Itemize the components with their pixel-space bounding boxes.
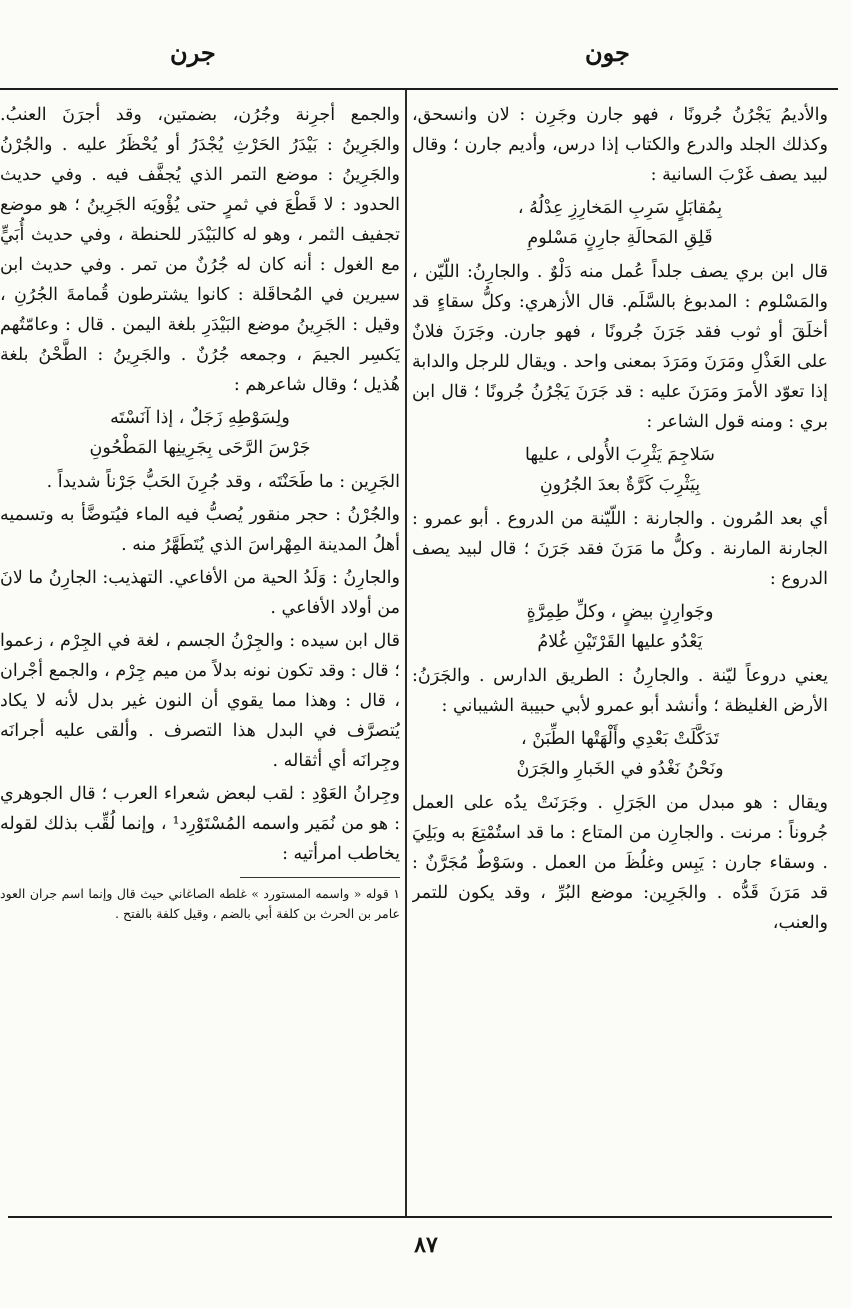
running-head-left: جرن bbox=[170, 38, 216, 67]
verse-line: تَدَكَّلَتْ بَعْدِي وأَلْهَتْها الطِّبَنْ ، bbox=[520, 729, 719, 749]
header-rule bbox=[0, 88, 838, 90]
verse-line: يَعْدُو عليها القَرْتَيْنِ غُلامُ bbox=[537, 632, 703, 652]
paragraph: أي بعد المُرون . والجارنة : اللّيّنة من الدروع . أبو عمرو : الجارنة المارنة . وكلُّ ما مَرَنَ فقد جَرَنَ ؛ قال لبيد يصف الدروع : bbox=[412, 509, 828, 589]
running-head-right: جون bbox=[585, 38, 630, 67]
footnote: ١ قوله « واسمه المستورد » غلطه الصاغاني حيث قال وإنما اسم جران العود عامر بن الحرث بن كلفة أبي بالضم ، وقيل كلفة بالفتح . bbox=[0, 886, 400, 921]
footer-rule bbox=[8, 1216, 832, 1218]
right-column bbox=[412, 100, 828, 1212]
paragraph: والجمع أجرِنة وجُرُن، بضمتين، وقد أجرَنَ العنبُ. والجَرِينُ : بَيْدَرُ الحَرْثِ يُجْدَرُ أو يُحْظَرُ عليه . والجُرْنُ والجَرِينُ : موضع التمر الذي يُجفَّف فيه . وفي حديث الحدود : لا قَطْعَ في ثمرٍ حتى يُؤْويَه الجَرِينُ ؛ هو موضع تجفيف الثمر ، وهو له كالبَيْدَر للحنطة ، وفي حديث أُبَيٍّ مع الغول : أنه كان له جُرُنٌ من تمر . وفي حديث ابن سيرين في المُحاقَلة : كانوا يشترطون قُمامةَ الجُرُنِ ، وقيل : الجَرِينُ موضع البَيْدَرِ بلغة اليمن . قال : وعامّتُهم يَكسِر الجيمَ ، وجمعه جُرُنٌ . والجَرِينُ : الطَّحْنُ بلغة هُذيل ؛ وقال شاعرهم : bbox=[0, 105, 400, 395]
left-column bbox=[0, 100, 400, 1212]
paragraph: يعني دروعاً ليّنة . والجارِنُ : الطريق الدارس . والجَرَنُ: الأرض الغليظة ؛ وأنشد أبو عمرو لأبي حبيبة الشيباني : bbox=[412, 666, 828, 716]
poem-verse bbox=[412, 193, 828, 253]
verse-line: وجَوارِنٍ بيضٍ ، وكلِّ طِمِرَّةٍ bbox=[526, 602, 714, 622]
poem-verse bbox=[412, 440, 828, 500]
paragraph: ويقال : هو مبدل من الجَرَلِ . وجَرَنَتْ يدُه على العمل جُروناً : مرنت . والجارِن من المتاع : ما قد استُمْتِعَ به وبَلِيَ . وسقاء جارن : يَبِس وغلُظَ من العمل . وسَوْطٌ مُجَرَّنٌ : قد مَرَنَ قَدُّه . والجَرِين: موضع البُرِّ ، وقد يكون للتمر والعنب، bbox=[412, 793, 828, 933]
poem-verse bbox=[412, 597, 828, 657]
paragraph: وجِرانُ العَوْدِ : لقب لبعض شعراء العرب ؛ قال الجوهري : هو من نُمَير واسمه المُسْتَوْرِد¹ ، وإنما لُقِّب بذلك لقوله يخاطب امرأتيه : bbox=[0, 784, 400, 864]
paragraph: قال ابن بري يصف جلداً عُمل منه دَلْوٌ . والجارِنُ: اللّيّن ، والمَسْلوم : المدبوغ بالسَّلَم. قال الأزهري: وكلُّ سقاءٍ قد أخلَقَ أو ثوب فقد جَرَنَ جُرونًا ، فهو جارن. وجَرَنَ فلانٌ على العَذْلِ ومَرَنَ ومَرَدَ بمعنى واحد . ويقال للرجل والدابة إذا تعوّد الأمرَ ومَرَنَ عليه : قد جَرَنَ يَجْرُنُ جُرونًا ؛ قال ابن بري : ومنه قول الشاعر : bbox=[412, 262, 828, 432]
verse-line: ونَحْنُ نَغْدُو في الخَبارِ والجَرَنْ bbox=[516, 759, 724, 779]
paragraph: والجُرْنُ : حجر منقور يُصبُّ فيه الماء فيُتوضَّأ به وتسميه أهلُ المدينة المِهْراسَ الذي يُتَطَهَّرُ منه . bbox=[0, 505, 400, 555]
paragraph: والجارِنُ : وَلَدُ الحية من الأفاعي. التهذيب: الجارِنُ ما لانَ من أولاد الأفاعي . bbox=[0, 568, 400, 618]
verse-line: بِمُقابَلٍ سَرِبِ المَخارِزِ عِدْلُهُ ، bbox=[517, 198, 723, 218]
paragraph: قال ابن سيده : والجِرْنُ الجسم ، لغة في الجِرْم ، زعموا ؛ قال : وقد تكون نونه بدلاً من ميم جِرْم ، والجمع أجْران ، قال : وهذا مما يقوي أن النون غير بدل لأنه لا يكاد يُتصرَّف في البدل هذا التصرف . وألقى عليه أجرانَه وجِرانَه أي أثقاله . bbox=[0, 631, 400, 771]
footnote-rule bbox=[240, 877, 400, 878]
verse-line: جَرْسَ الرَّحَى بِجَرِينِها المَطْحُونِ bbox=[89, 438, 311, 458]
verse-line: بِيَثْرِبَ كَرَّةٌ بعدَ الجُرُونِ bbox=[539, 475, 701, 495]
page-number: ٨٧ bbox=[414, 1232, 438, 1258]
paragraph: الجَرِين : ما طَحَنْتَه ، وقد جُرِنَ الحَبُّ جَرْناً شديداً . bbox=[46, 472, 400, 492]
column-divider bbox=[405, 90, 407, 1216]
poem-verse bbox=[412, 724, 828, 784]
verse-line: سَلاجِمَ يَثْرِبَ الأُولى ، عليها bbox=[525, 445, 715, 465]
poem-verse bbox=[0, 403, 400, 463]
verse-line: قَلِقِ المَحالَةِ جارِنٍ مَسْلومِ bbox=[527, 228, 713, 248]
verse-line: ولِسَوْطِهِ زَجَلٌ ، إذا آنَسْتَه bbox=[110, 408, 290, 428]
paragraph: والأديمُ يَجْرُنُ جُرونًا ، فهو جارن وجَرِن : لان وانسحق، وكذلك الجلد والدرع والكتاب إذا درس، وأديم جارن ؛ وقال لبيد يصف غَرْبَ السانية : bbox=[412, 105, 828, 185]
